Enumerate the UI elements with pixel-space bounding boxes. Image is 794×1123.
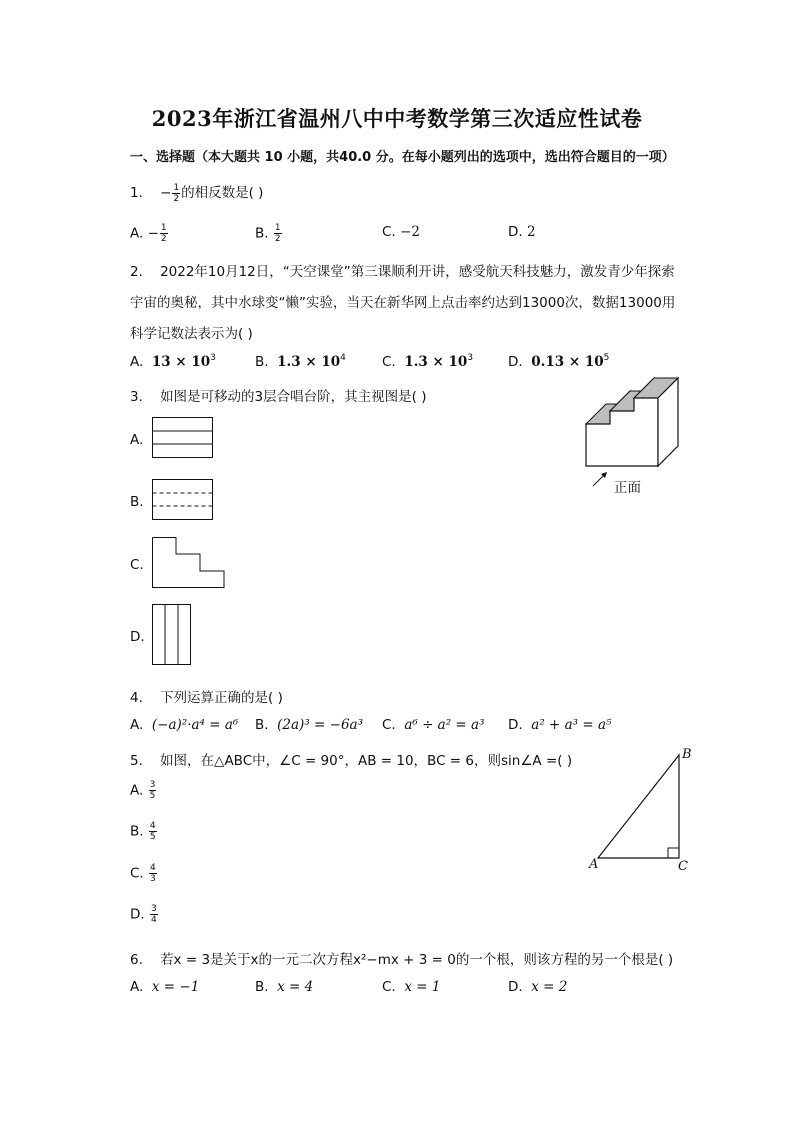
option-c: C. x = 1 bbox=[382, 979, 441, 995]
option-d: D. x = 2 bbox=[508, 979, 568, 995]
option-d: D. 2 bbox=[508, 224, 536, 240]
option-b: B. $\frac{4}{5}$ bbox=[130, 821, 156, 842]
option-b: B. $\frac{1}{2}$ bbox=[255, 223, 281, 244]
fraction: $\frac{4}{5}$ bbox=[149, 821, 156, 842]
option-a: A. $13 \times 10^3$ bbox=[130, 353, 216, 370]
page-title: 2023年浙江省温州八中中考数学第三次适应性试卷 bbox=[151, 106, 643, 131]
option-c: C. a⁶ ÷ a² = a³ bbox=[382, 717, 485, 733]
option-a: A. − $\frac{1}{2}$ bbox=[130, 223, 167, 244]
option-d: D. $\frac{3}{4}$ bbox=[130, 904, 157, 925]
question-text: 的相反数是( ) bbox=[181, 185, 264, 201]
option-b: B. $1.3 \times 10^4$ bbox=[255, 353, 346, 370]
vertex-c-label: C bbox=[678, 859, 688, 874]
minus-sign: − bbox=[160, 185, 172, 201]
option-d: D. a² + a³ = a⁵ bbox=[508, 717, 612, 733]
question-3: 3. 如图是可移动的3层合唱台阶，其主视图是( ) bbox=[130, 389, 427, 405]
vertex-a-label: A bbox=[589, 857, 599, 872]
option-a-figure bbox=[152, 417, 214, 459]
front-label: 正面 bbox=[614, 480, 641, 496]
option-c-label: C. bbox=[130, 557, 144, 573]
fraction: $\frac{3}{4}$ bbox=[150, 904, 157, 925]
fraction: $\frac{4}{3}$ bbox=[150, 863, 156, 884]
fraction: $\frac{1}{2}$ bbox=[173, 182, 180, 204]
option-c-figure bbox=[152, 537, 226, 589]
option-a-label: A. bbox=[130, 432, 144, 448]
option-a: A. x = −1 bbox=[130, 979, 200, 995]
option-c: C. $\frac{4}{3}$ bbox=[130, 863, 156, 884]
fraction: $\frac{1}{2}$ bbox=[160, 223, 167, 244]
question-5: 5. 如图，在△ABC中，∠C = 90°，AB = 10，BC = 6，则sin∠A =( ) bbox=[130, 753, 573, 769]
question-6: 6. 若x = 3是关于x的一元二次方程x²−mx + 3 = 0的一个根，则该方程的另一个根是( ) bbox=[130, 952, 674, 968]
option-b: B. (2a)³ = −6a³ bbox=[255, 717, 363, 733]
question-2-line-1: 2. 2022年10月12日，“天空课堂”第三课顺利开讲，感受航天科技魅力，激发青少年探索 bbox=[130, 264, 675, 280]
question-number: 1. bbox=[130, 185, 143, 201]
option-c: C. −2 bbox=[382, 224, 420, 240]
fraction: $\frac{1}{2}$ bbox=[274, 223, 281, 244]
option-b-label: B. bbox=[130, 494, 144, 510]
question-1 bbox=[130, 181, 263, 204]
option-a: A. $\frac{3}{5}$ bbox=[130, 780, 156, 801]
question-4: 4. 下列运算正确的是( ) bbox=[130, 690, 283, 706]
question-2-line-3: 科学记数法表示为( ) bbox=[130, 326, 253, 342]
arrow-icon bbox=[591, 470, 611, 488]
triangle-figure bbox=[585, 745, 695, 875]
option-d-figure bbox=[152, 604, 192, 666]
option-b-figure bbox=[152, 479, 214, 521]
option-d-label: D. bbox=[130, 629, 145, 645]
section-heading: 一、选择题（本大题共 10 小题，共40.0 分。在每小题列出的选项中，选出符合题目的一项） bbox=[130, 150, 675, 165]
option-b: B. x = 4 bbox=[255, 979, 314, 995]
option-d: D. $0.13 \times 10^5$ bbox=[508, 353, 610, 370]
fraction: $\frac{3}{5}$ bbox=[149, 780, 156, 801]
question-2-line-2: 宇宙的奥秘，其中水球变“懒”实验，当天在新华网上点击率约达到13000次，数据13000用 bbox=[130, 295, 676, 311]
stairs-figure bbox=[586, 382, 718, 470]
vertex-b-label: B bbox=[682, 747, 692, 762]
option-a: A. (−a)²·a⁴ = a⁶ bbox=[130, 717, 239, 733]
option-c: C. $1.3 \times 10^3$ bbox=[382, 353, 474, 370]
